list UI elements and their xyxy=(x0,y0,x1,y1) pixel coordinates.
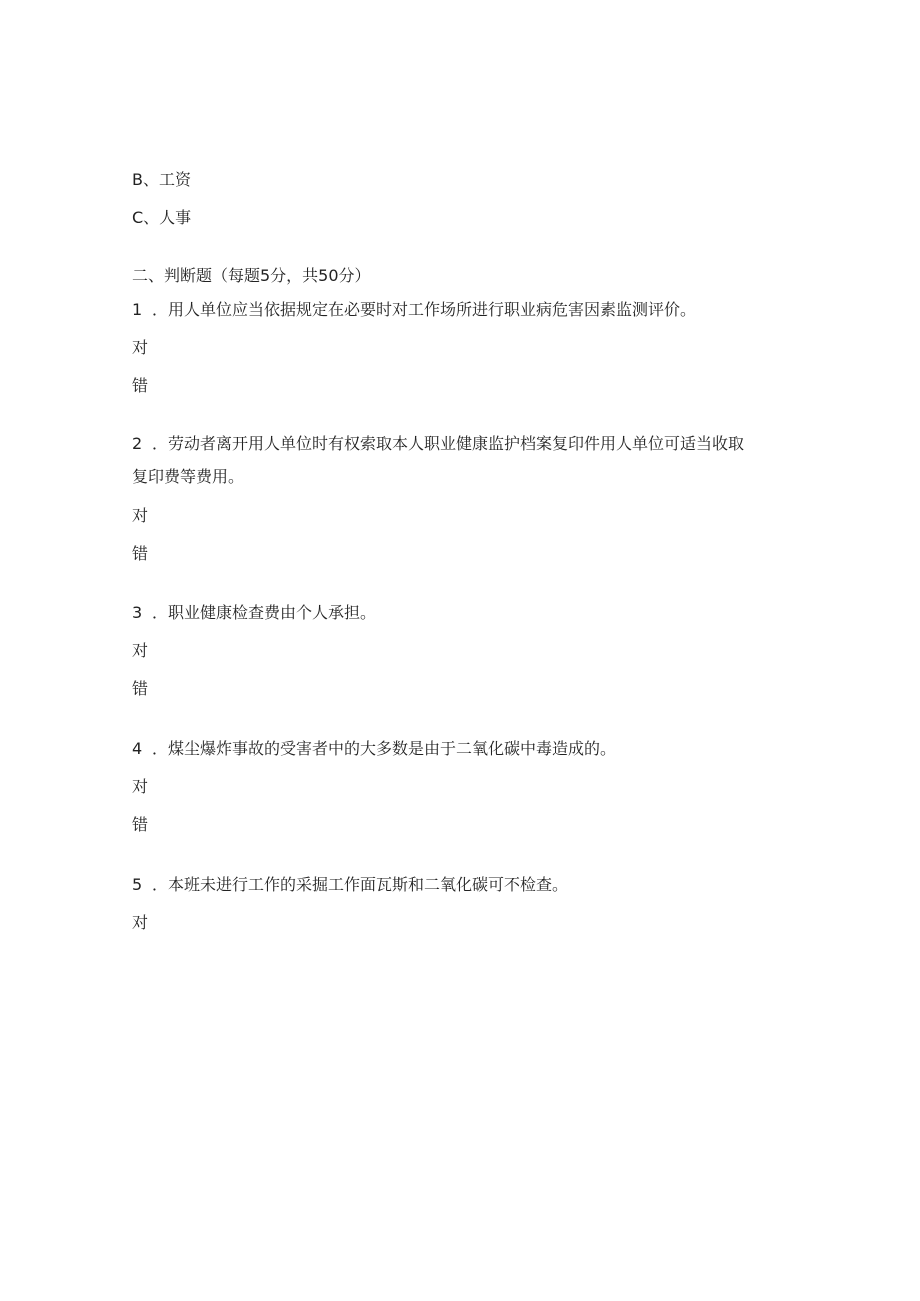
q5-option-true[interactable]: 对 xyxy=(132,913,149,932)
option-c: C、人事 xyxy=(132,208,192,227)
question-text: ．职业健康检查费由个人承担。 xyxy=(152,603,377,622)
question-text: ．煤尘爆炸事故的受害者中的大多数是由于二氧化碳中毒造成的。 xyxy=(152,739,617,758)
q3-option-true[interactable]: 对 xyxy=(132,641,149,660)
question-number: 2 xyxy=(132,434,143,453)
question-4 xyxy=(132,739,616,759)
question-1 xyxy=(132,300,696,320)
question-number: 3 xyxy=(132,603,143,622)
question-text: ．用人单位应当依据规定在必要时对工作场所进行职业病危害因素监测评价。 xyxy=(152,300,697,319)
q4-option-true[interactable]: 对 xyxy=(132,777,149,796)
q2-option-true[interactable]: 对 xyxy=(132,506,149,525)
section-heading: 二、判断题（每题5分，共50分） xyxy=(132,266,371,285)
option-b: B、工资 xyxy=(132,170,191,189)
question-2 xyxy=(132,434,744,454)
q3-option-false[interactable]: 错 xyxy=(132,679,149,698)
q1-option-true[interactable]: 对 xyxy=(132,338,149,357)
question-3 xyxy=(132,603,376,623)
question-2-continuation: 复印费等费用。 xyxy=(132,467,245,486)
question-number: 1 xyxy=(132,300,143,319)
q1-option-false[interactable]: 错 xyxy=(132,376,149,395)
question-number: 5 xyxy=(132,875,143,894)
question-text: ．劳动者离开用人单位时有权索取本人职业健康监护档案复印件用人单位可适当收取 xyxy=(152,434,745,453)
question-text: ．本班未进行工作的采掘工作面瓦斯和二氧化碳可不检查。 xyxy=(152,875,569,894)
q4-option-false[interactable]: 错 xyxy=(132,815,149,834)
question-number: 4 xyxy=(132,739,143,758)
question-5 xyxy=(132,875,568,895)
q2-option-false[interactable]: 错 xyxy=(132,544,149,563)
